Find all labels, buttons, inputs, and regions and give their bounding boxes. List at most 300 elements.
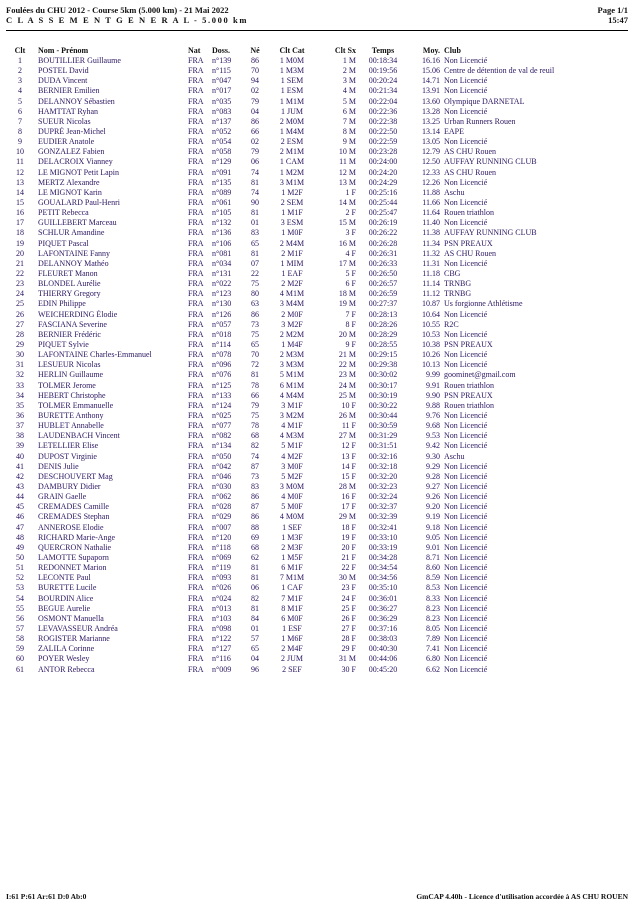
- cell-speed: 9.19: [426, 512, 440, 522]
- cell-club: Non Licencié: [444, 512, 488, 522]
- cell-name: LAFONTAINE Fanny: [38, 248, 111, 258]
- cell-clt: 54: [16, 593, 24, 603]
- cell-cat-rank: 1 SEM: [280, 76, 304, 86]
- cell-time: 00:27:37: [368, 299, 398, 309]
- cell-name: LETELLIER Elise: [38, 441, 99, 451]
- cell-name: BLONDEL Aurélie: [38, 279, 101, 289]
- cell-club: AS CHU Rouen: [444, 147, 497, 157]
- table-row: [4, 391, 630, 401]
- cell-nat: FRA: [188, 157, 204, 167]
- table-row: [4, 654, 630, 664]
- cell-clt: 7: [18, 116, 22, 126]
- cell-cat-rank: 3 M0F: [281, 461, 303, 471]
- cell-club: Us forgionne Athlétisme: [444, 299, 523, 309]
- cell-speed: 9.91: [426, 380, 440, 390]
- cell-cat-rank: 4 M0F: [281, 492, 303, 502]
- cell-born: 69: [251, 532, 259, 542]
- cell-club: Non Licencié: [444, 218, 488, 228]
- cell-sex-rank: 8 F: [345, 319, 356, 329]
- cell-bib: n°034: [212, 258, 232, 268]
- cell-bib: n°132: [212, 218, 232, 228]
- cell-name: DELANNOY Sébastien: [38, 96, 115, 106]
- cell-nat: FRA: [188, 421, 204, 431]
- cell-club: Non Licencié: [444, 421, 488, 431]
- cell-clt: 56: [16, 613, 24, 623]
- cell-sex-rank: 18 M: [338, 289, 356, 299]
- table-row: [4, 320, 630, 330]
- cell-name: ZALILA Corinne: [38, 644, 95, 654]
- cell-time: 00:28:55: [368, 340, 398, 349]
- cell-nat: FRA: [188, 167, 204, 177]
- cell-sex-rank: 20 F: [341, 542, 356, 552]
- cell-born: 04: [251, 654, 259, 664]
- header-rule: [6, 30, 628, 31]
- cell-bib: n°024: [212, 593, 232, 603]
- cell-speed: 8.23: [426, 603, 440, 613]
- cell-nat: FRA: [188, 461, 204, 471]
- cell-bib: n°061: [212, 198, 232, 208]
- col-header-speed: Moy.: [422, 45, 440, 55]
- cell-speed: 11.88: [422, 187, 440, 197]
- table-row: [4, 299, 630, 309]
- cell-clt: 29: [16, 340, 24, 349]
- cell-time: 00:30:02: [368, 370, 398, 380]
- cell-name: DELACROIX Vianney: [38, 157, 113, 167]
- cell-time: 00:32:24: [368, 492, 398, 502]
- cell-speed: 8.59: [426, 573, 440, 583]
- cell-nat: FRA: [188, 299, 204, 309]
- cell-speed: 9.27: [426, 481, 440, 491]
- cell-name: DUPOST Virginie: [38, 451, 97, 461]
- table-row: [4, 492, 630, 502]
- cell-clt: 31: [16, 360, 24, 370]
- cell-clt: 40: [16, 451, 24, 461]
- cell-bib: n°129: [212, 157, 232, 167]
- cell-clt: 34: [16, 390, 24, 400]
- cell-club: PSN PREAUX: [444, 390, 493, 400]
- cell-speed: 12.50: [422, 157, 440, 167]
- cell-born: 65: [251, 340, 259, 349]
- cell-bib: n°007: [212, 522, 232, 532]
- cell-speed: 10.87: [422, 299, 440, 309]
- cell-speed: 9.18: [426, 522, 440, 532]
- cell-bib: n°078: [212, 350, 232, 360]
- cell-clt: 45: [16, 502, 24, 512]
- cell-speed: 11.34: [422, 238, 440, 248]
- cell-nat: FRA: [188, 410, 204, 420]
- cell-sex-rank: 28 M: [338, 481, 356, 491]
- cell-nat: FRA: [188, 492, 204, 502]
- cell-time: 00:32:37: [368, 502, 398, 512]
- cell-cat-rank: 5 M0F: [281, 502, 303, 512]
- cell-clt: 30: [16, 350, 24, 360]
- cell-clt: 12: [16, 167, 24, 177]
- cell-cat-rank: 1 M4M: [279, 127, 305, 137]
- cell-bib: n°029: [212, 512, 232, 522]
- cell-name: BURETTE Lucile: [38, 583, 97, 593]
- table-row: [4, 56, 630, 66]
- cell-nat: FRA: [188, 289, 204, 299]
- cell-clt: 22: [16, 269, 24, 279]
- cell-sex-rank: 21 F: [341, 552, 356, 562]
- page-info: [598, 5, 628, 25]
- cell-bib: n°135: [212, 177, 232, 187]
- cell-clt: 25: [16, 299, 24, 309]
- cell-clt: 48: [16, 532, 24, 542]
- cell-born: 81: [251, 248, 259, 258]
- cell-nat: FRA: [188, 623, 204, 633]
- cell-name: HEBERT Christophe: [38, 390, 106, 400]
- table-row: [4, 66, 630, 76]
- cell-born: 86: [251, 116, 259, 126]
- cell-nat: FRA: [188, 248, 204, 258]
- cell-cat-rank: 2 M2M: [279, 329, 305, 339]
- cell-name: WEICHERDING Élodie: [38, 309, 118, 319]
- cell-sex-rank: 6 F: [345, 279, 356, 289]
- cell-bib: n°122: [212, 634, 232, 644]
- cell-nat: FRA: [188, 360, 204, 370]
- table-row: [4, 289, 630, 299]
- cell-sex-rank: 5 F: [345, 269, 356, 279]
- cell-nat: FRA: [188, 542, 204, 552]
- cell-speed: 14.71: [422, 76, 440, 86]
- cell-cat-rank: 1 M2F: [281, 187, 303, 197]
- cell-born: 75: [251, 410, 259, 420]
- cell-club: Non Licencié: [444, 644, 488, 654]
- cell-bib: n°018: [212, 329, 232, 339]
- cell-name: BOURDIN Alice: [38, 593, 94, 603]
- table-row: [4, 208, 630, 218]
- cell-nat: FRA: [188, 532, 204, 542]
- cell-time: 00:26:33: [368, 258, 398, 268]
- cell-bib: n°127: [212, 644, 232, 654]
- table-row: [4, 350, 630, 360]
- cell-bib: n°013: [212, 603, 232, 613]
- table-row: [4, 583, 630, 593]
- cell-time: 00:28:13: [368, 309, 398, 319]
- cell-bib: n°052: [212, 127, 232, 137]
- cell-club: Non Licencié: [444, 137, 488, 147]
- cell-clt: 47: [16, 522, 24, 532]
- cell-nat: FRA: [188, 177, 204, 187]
- cell-nat: FRA: [188, 380, 204, 390]
- cell-name: DELANNOY Mathéo: [38, 258, 109, 268]
- cell-speed: 13.14: [422, 127, 440, 137]
- cell-club: Non Licencié: [444, 654, 488, 664]
- cell-speed: 8.53: [426, 583, 440, 593]
- cell-name: BURETTE Anthony: [38, 410, 104, 420]
- cell-clt: 58: [16, 634, 24, 644]
- cell-time: 00:24:00: [368, 157, 398, 167]
- cell-nat: FRA: [188, 116, 204, 126]
- cell-club: Urban Runners Rouen: [444, 116, 516, 126]
- cell-speed: 13.28: [422, 106, 440, 116]
- cell-born: 86: [251, 309, 259, 319]
- table-row: [4, 573, 630, 583]
- cell-bib: n°133: [212, 390, 232, 400]
- cell-cat-rank: 1 M0M: [279, 56, 305, 66]
- cell-club: Non Licencié: [444, 542, 488, 552]
- cell-born: 81: [251, 177, 259, 187]
- table-row: [4, 76, 630, 86]
- cell-bib: n°123: [212, 289, 232, 299]
- table-row: [4, 239, 630, 249]
- cell-sex-rank: 13 F: [341, 451, 356, 461]
- cell-clt: 43: [16, 481, 24, 491]
- cell-club: Non Licencié: [444, 431, 488, 441]
- cell-born: 70: [251, 350, 259, 360]
- cell-cat-rank: 2 M0M: [279, 116, 305, 126]
- cell-sex-rank: 18 F: [341, 522, 356, 532]
- cell-name: TOLMER Jerome: [38, 380, 96, 390]
- cell-sex-rank: 13 M: [338, 177, 356, 187]
- cell-name: BERNIER Frédéric: [38, 329, 101, 339]
- cell-speed: 10.64: [422, 309, 440, 319]
- table-row: [4, 624, 630, 634]
- cell-time: 00:34:54: [368, 563, 398, 573]
- cell-bib: n°081: [212, 248, 232, 258]
- cell-time: 00:24:29: [368, 177, 398, 187]
- cell-club: AS CHU Rouen: [444, 248, 497, 258]
- cell-born: 75: [251, 279, 259, 289]
- table-row: [4, 370, 630, 380]
- cell-time: 00:26:31: [368, 248, 398, 258]
- print-time: 15:47: [608, 15, 628, 25]
- cell-speed: 11.31: [422, 258, 440, 268]
- cell-time: 00:32:18: [368, 461, 398, 471]
- cell-speed: 16.16: [422, 56, 440, 66]
- cell-nat: FRA: [188, 573, 204, 583]
- table-row: [4, 381, 630, 391]
- col-header-nat: Nat: [188, 45, 201, 55]
- cell-club: Olympique DARNETAL: [444, 96, 525, 106]
- cell-speed: 8.23: [426, 613, 440, 623]
- cell-club: Non Licencié: [444, 532, 488, 542]
- cell-born: 07: [251, 258, 259, 268]
- results-table: [4, 44, 630, 675]
- cell-clt: 3: [18, 76, 22, 86]
- cell-nat: FRA: [188, 86, 204, 96]
- cell-clt: 21: [16, 258, 24, 268]
- table-row: [4, 168, 630, 178]
- col-header-cat-rank: Clt Cat: [279, 45, 305, 55]
- cell-nat: FRA: [188, 563, 204, 573]
- cell-name: HERLIN Guillaume: [38, 370, 104, 380]
- cell-sex-rank: 7 F: [345, 309, 356, 319]
- cell-born: 62: [251, 552, 259, 562]
- cell-born: 90: [251, 198, 259, 208]
- cell-speed: 10.53: [422, 329, 440, 339]
- table-row: [4, 451, 630, 461]
- cell-speed: 8.60: [426, 563, 440, 573]
- cell-name: ANTOR Rebecca: [38, 664, 95, 674]
- table-row: [4, 664, 630, 674]
- cell-born: 70: [251, 66, 259, 76]
- cell-bib: n°096: [212, 360, 232, 370]
- cell-born: 06: [251, 157, 259, 167]
- cell-sex-rank: 1 F: [345, 187, 356, 197]
- cell-born: 86: [251, 492, 259, 502]
- cell-born: 87: [251, 502, 259, 512]
- cell-bib: n°126: [212, 309, 232, 319]
- cell-nat: FRA: [188, 603, 204, 613]
- cell-clt: 11: [16, 157, 24, 167]
- cell-club: Non Licencié: [444, 563, 488, 573]
- cell-cat-rank: 6 M0F: [281, 613, 303, 623]
- cell-born: 74: [251, 167, 259, 177]
- cell-nat: FRA: [188, 269, 204, 279]
- cell-sex-rank: 17 M: [338, 258, 356, 268]
- cell-bib: n°119: [212, 563, 231, 573]
- cell-bib: n°105: [212, 208, 232, 218]
- cell-nat: FRA: [188, 370, 204, 380]
- cell-time: 00:26:22: [368, 228, 398, 238]
- table-row: [4, 644, 630, 654]
- cell-time: 00:31:29: [368, 431, 398, 441]
- cell-born: 02: [251, 137, 259, 147]
- cell-club: Rouen triathlon: [444, 400, 494, 410]
- cell-name: LEVAVASSEUR Andréa: [38, 623, 118, 633]
- cell-bib: n°120: [212, 532, 232, 542]
- cell-club[interactable]: goominet@gmail.com: [444, 370, 516, 380]
- cell-cat-rank: 1 M6F: [281, 634, 303, 644]
- cell-nat: FRA: [188, 634, 204, 644]
- cell-time: 00:25:16: [368, 187, 398, 197]
- cell-cat-rank: 7 M1M: [279, 573, 305, 583]
- cell-nat: FRA: [188, 238, 204, 248]
- table-row: [4, 198, 630, 208]
- cell-club: Centre de détention de val de reuil: [444, 66, 555, 76]
- cell-club: TRNBG: [444, 279, 472, 289]
- cell-sex-rank: 3 M: [342, 76, 356, 86]
- cell-born: 65: [251, 238, 259, 248]
- cell-nat: FRA: [188, 258, 204, 268]
- cell-born: 79: [251, 147, 259, 157]
- cell-time: 00:32:20: [368, 471, 398, 481]
- cell-speed: 12.26: [422, 177, 440, 187]
- cell-bib: n°047: [212, 76, 232, 86]
- cell-name: REDONNET Marion: [38, 563, 107, 573]
- cell-clt: 38: [16, 431, 24, 441]
- table-row: [4, 512, 630, 522]
- cell-time: 00:25:47: [368, 208, 398, 218]
- cell-cat-rank: 2 M4F: [281, 644, 303, 654]
- cell-cat-rank: 6 M1F: [281, 563, 303, 573]
- cell-born: 84: [251, 613, 259, 623]
- cell-speed: 10.38: [422, 340, 440, 349]
- cell-born: 78: [251, 380, 259, 390]
- footer-software: GmCAP 4.40h - Licence d'utilisation accordée à AS CHU ROUEN: [416, 892, 628, 901]
- cell-nat: FRA: [188, 502, 204, 512]
- cell-name: PIQUET Pascal: [38, 238, 89, 248]
- table-row: [4, 97, 630, 107]
- cell-cat-rank: 1 MIM: [280, 258, 304, 268]
- cell-name: LAFONTAINE Charles-Emmanuel: [38, 350, 152, 360]
- cell-name: LE MIGNOT Petit Lapin: [38, 167, 119, 177]
- cell-name: EDIN Philippe: [38, 299, 86, 309]
- cell-speed: 9.29: [426, 461, 440, 471]
- cell-nat: FRA: [188, 583, 204, 593]
- cell-speed: 13.91: [422, 86, 440, 96]
- cell-bib: n°134: [212, 441, 232, 451]
- cell-time: 00:33:19: [368, 542, 398, 552]
- cell-sex-rank: 27 M: [338, 431, 356, 441]
- cell-name: BERNIER Emilien: [38, 86, 100, 96]
- cell-name: CREMADES Stephan: [38, 512, 110, 522]
- cell-cat-rank: 3 M2F: [281, 319, 303, 329]
- cell-clt: 44: [16, 492, 24, 502]
- cell-cat-rank: 1 M0F: [281, 228, 303, 238]
- cell-club: Non Licencié: [444, 86, 488, 96]
- cell-time: 00:32:41: [368, 522, 398, 532]
- cell-nat: FRA: [188, 654, 204, 664]
- cell-born: 63: [251, 299, 259, 309]
- cell-bib: n°093: [212, 573, 232, 583]
- cell-clt: 36: [16, 410, 24, 420]
- cell-club: Non Licencié: [444, 56, 488, 66]
- cell-born: 82: [251, 593, 259, 603]
- cell-club: R2C: [444, 319, 459, 329]
- cell-name: GUILLEBERT Marceau: [38, 218, 117, 228]
- cell-nat: FRA: [188, 147, 204, 157]
- cell-nat: FRA: [188, 471, 204, 481]
- cell-speed: 13.60: [422, 96, 440, 106]
- cell-bib: n°098: [212, 623, 232, 633]
- table-row: [4, 279, 630, 289]
- cell-speed: 7.89: [426, 634, 440, 644]
- cell-born: 86: [251, 56, 259, 66]
- cell-name: CREMADES Camille: [38, 502, 109, 512]
- cell-born: 65: [251, 644, 259, 654]
- cell-bib: n°083: [212, 106, 232, 116]
- cell-club: Non Licencié: [444, 329, 488, 339]
- cell-time: 00:26:19: [368, 218, 398, 228]
- cell-speed: 11.40: [422, 218, 440, 228]
- cell-speed: 11.66: [422, 198, 440, 208]
- cell-sex-rank: 15 F: [341, 471, 356, 481]
- cell-time: 00:34:28: [368, 552, 398, 562]
- cell-speed: 11.18: [422, 269, 440, 279]
- cell-time: 00:22:04: [368, 96, 398, 106]
- cell-club: Non Licencié: [444, 177, 488, 187]
- cell-sex-rank: 9 M: [342, 137, 356, 147]
- page-number: Page 1/1: [597, 5, 628, 15]
- cell-time: 00:30:19: [368, 390, 398, 400]
- cell-clt: 61: [16, 664, 24, 674]
- col-header-clt: Clt: [14, 45, 26, 55]
- cell-born: 68: [251, 431, 259, 441]
- cell-sex-rank: 16 F: [341, 492, 356, 502]
- col-header-sex-rank: Clt Sx: [334, 45, 356, 55]
- cell-nat: FRA: [188, 552, 204, 562]
- cell-sex-rank: 11 M: [339, 157, 356, 167]
- cell-sex-rank: 10 M: [338, 147, 356, 157]
- cell-sex-rank: 10 F: [341, 400, 356, 410]
- cell-speed: 9.01: [426, 542, 440, 552]
- cell-cat-rank: 1 JUM: [280, 106, 303, 116]
- cell-clt: 20: [16, 248, 24, 258]
- cell-time: 00:32:23: [368, 481, 398, 491]
- cell-club: Non Licencié: [444, 603, 488, 613]
- cell-clt: 27: [16, 319, 24, 329]
- cell-born: 96: [251, 664, 259, 674]
- cell-name: DAMBURY Didier: [38, 481, 101, 491]
- cell-time: 00:25:44: [368, 198, 398, 208]
- cell-name: POSTEL David: [38, 66, 89, 76]
- cell-bib: n°062: [212, 492, 232, 502]
- table-row: [4, 431, 630, 441]
- cell-speed: 8.33: [426, 593, 440, 603]
